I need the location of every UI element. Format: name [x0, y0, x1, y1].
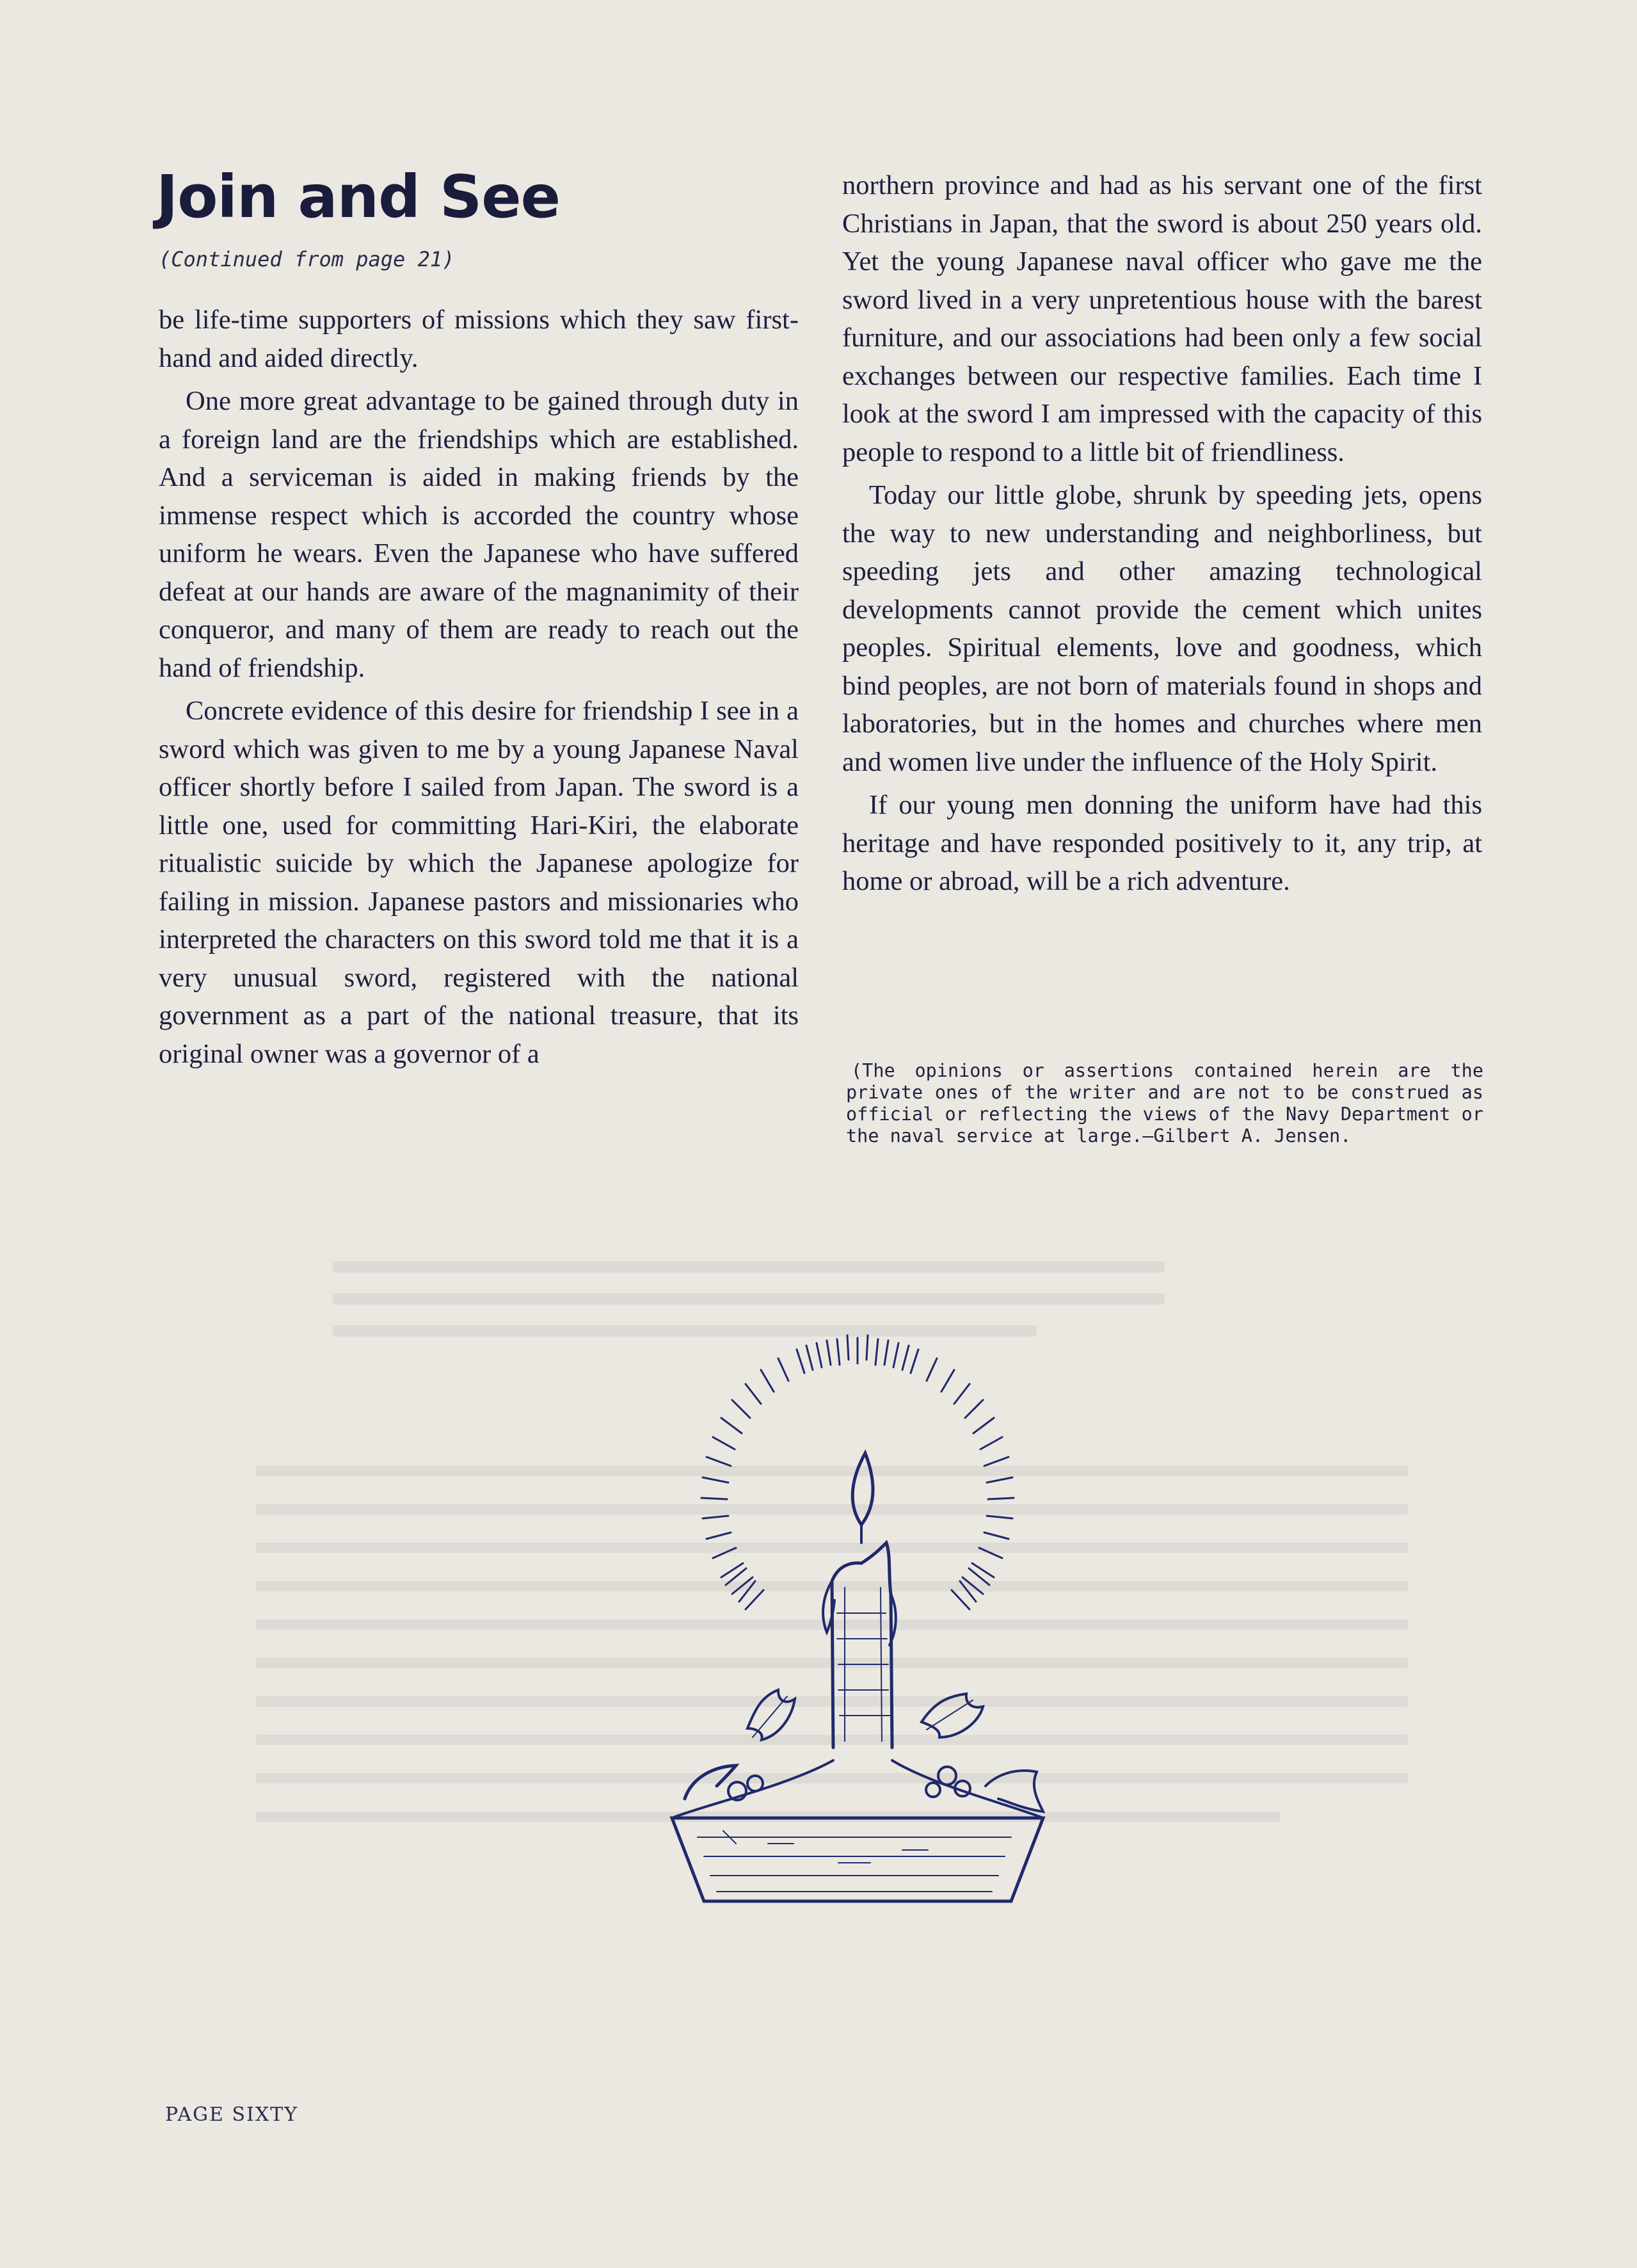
paragraph: One more great advantage to be gained through duty in a foreign land are the friendships which are established. And a serviceman is aided in making friends by the immense respect which is accorded the country whose uniform he wears. Even the Japanese who have suffered defeat at our hands are aware of the magnanimity of their conqueror, and many of them are ready to reach out the hand of friendship. [159, 386, 799, 683]
article-continued-note: (Continued from page 21) [159, 247, 455, 271]
page-number: PAGE SIXTY [165, 2103, 299, 2126]
paragraph: Today our little globe, shrunk by speeding jets, opens the way to new understanding and neighborliness, but speeding jets and other amazing technological developments cannot provide the cement which unites peoples. Spiritual elements, love and goodness, which bind peoples, are not born of materials found in shops and laboratories, but in the homes and churches where men and women live under the influence of the Holy Spirit. [842, 480, 1482, 777]
paragraph: If our young men donning the uniform have had this heritage and have responded positively to it, any trip, at home or abroad, will be a rich adventure. [842, 790, 1482, 896]
paragraph: be life-time supporters of missions which they saw first-hand and aided directly. [159, 305, 799, 373]
article-title: Join and See [156, 163, 561, 231]
candle-with-holly-icon [627, 1312, 1088, 1965]
paragraph: northern province and had as his servant one of the first Christians in Japan, that the sword is about 250 years old. Yet the young Japanese naval officer who gave me the sword lived in a very unpretentious house with the barest furniture, and our associations had been only a few social exchanges between our respective families. Each time I look at the sword I am impressed with the capacity of this people to respond to a little bit of friendliness. [842, 170, 1482, 467]
disclaimer-text: (The opinions or assertions contained herein are the private ones of the writer and are not to be construed as official or reflecting the views of the Navy Department or the naval service at large.—Gilbert A. Jensen. [846, 1060, 1483, 1146]
disclaimer-note [846, 1060, 1483, 1147]
left-column [159, 301, 799, 1078]
paragraph: Concrete evidence of this desire for friendship I see in a sword which was given to me by a young Japanese Naval officer shortly before I sailed from Japan. The sword is a little one, used for committing Hari-Kiri, the elaborate ritualistic suicide by which the Japanese apologize for failing in mission. Japanese pastors and missionaries who interpreted the characters on this sword told me that it is a very unusual sword, registered with the national government as a part of the national treasure, that its original owner was a governor of a [159, 696, 799, 1069]
right-column [842, 166, 1482, 906]
